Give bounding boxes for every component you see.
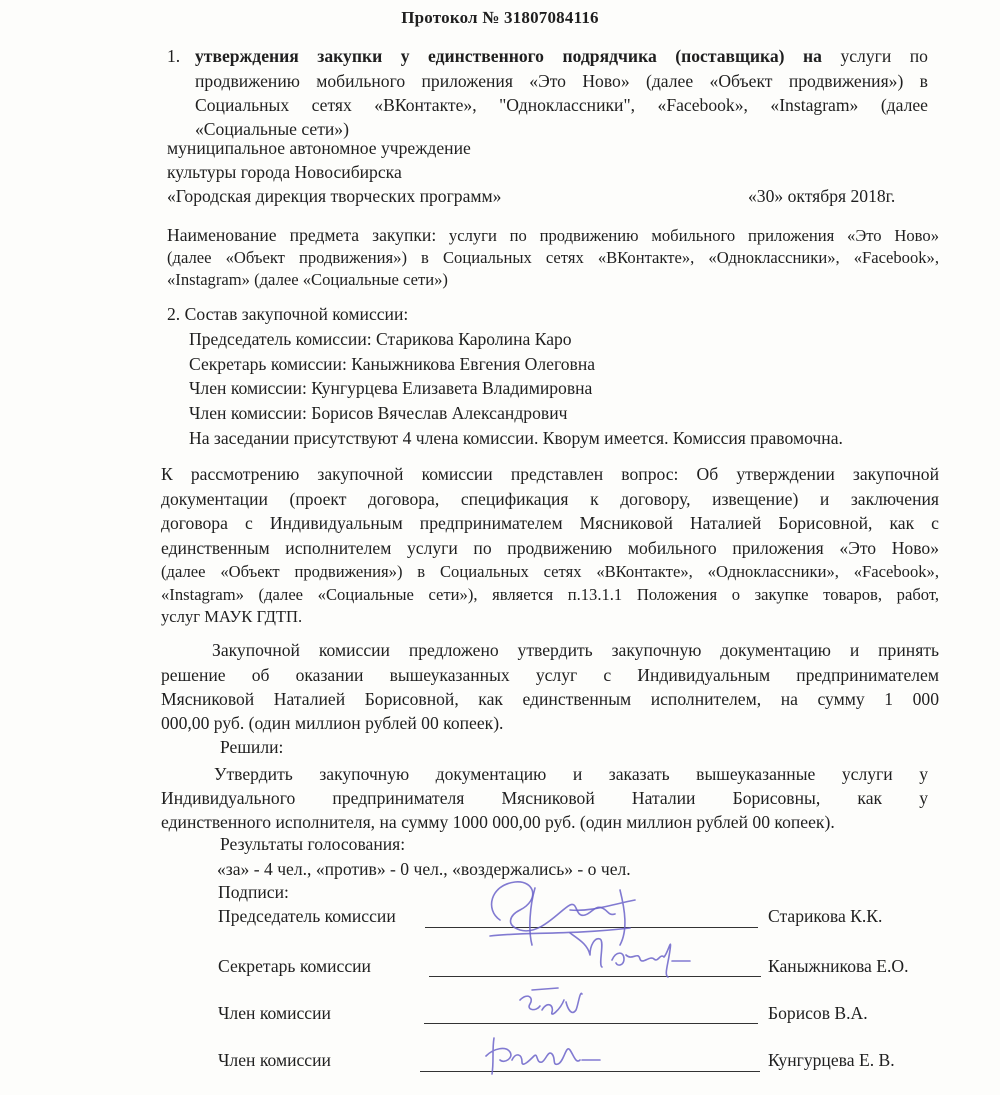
org-line3: «Городская дирекция творческих программ» (167, 186, 502, 206)
org-line2: культуры города Новосибирска (167, 162, 402, 182)
signature-role-secretary: Секретарь комиссии (218, 956, 371, 976)
voting-result: «за» - 4 чел., «против» - 0 чел., «воздержались» - о чел. (217, 859, 631, 879)
signature-name-chair: Старикова К.К. (768, 906, 883, 926)
item1-number: 1. (167, 46, 181, 66)
handwritten-signature-secretary (560, 925, 710, 985)
item2-heading: 2. Состав закупочной комиссии: (167, 304, 409, 324)
protocol-date: «30» октября 2018г. (748, 186, 896, 206)
handwritten-signature-member-1 (510, 980, 610, 1030)
subject-line1-rest: услуги по продвижению мобильного приложения «Это Ново» (448, 226, 939, 245)
item1-bold-text: утверждения закупки у единственного подрядчика (поставщика) на (195, 46, 822, 66)
decision-last-line: единственного исполнителя, на сумму 1000 000,00 руб. (один миллион рублей 00 копеек). (161, 812, 835, 832)
proposal-line-2: решение об оказании вышеуказанных услуг с Индивидуальным предпринимателем (161, 665, 939, 685)
question-line-4: единственным исполнителем услуги по продвижению мобильного приложения «Это Ново» (161, 538, 939, 558)
handwritten-signature-member-2 (480, 1030, 620, 1085)
voting-label: Результаты голосования: (220, 834, 406, 854)
question-line-3: договора с Индивидуальным предпринимателем Мясниковой Наталией Борисовной, как с (161, 513, 939, 533)
item1-line1 (195, 46, 928, 67)
proposal-line-3: Мясниковой Наталией Борисовной, как единственным исполнителем, на сумму 1 000 (161, 689, 939, 709)
signature-role-chair: Председатель комиссии (218, 906, 396, 926)
member-secretary: Секретарь комиссии: Каныжникова Евгения Олеговна (189, 354, 596, 374)
subject-label: Наименование предмета закупки: (167, 225, 437, 245)
item1-line4: «Социальные сети») (195, 119, 349, 139)
signature-role-member-2: Член комиссии (218, 1050, 331, 1070)
quorum-text: На заседании присутствуют 4 члена комиссии. Кворум имеется. Комиссия правомочна. (189, 428, 843, 448)
subject-line1 (167, 225, 939, 246)
question-line-5: (далее «Объект продвижения») в Социальных сетях «ВКонтакте», «Одноклассники», «Facebook», (161, 562, 939, 581)
question-last-line: услуг МАУК ГДТП. (161, 607, 303, 626)
member-3: Член комиссии: Кунгурцева Елизавета Владимировна (189, 378, 593, 398)
decision-label: Решили: (220, 737, 284, 757)
signature-name-member-2: Кунгурцева Е. В. (768, 1050, 895, 1070)
subject-line2: (далее «Объект продвижения») в Социальных сетях «ВКонтакте», «Одноклассники», «Facebook», (167, 248, 939, 267)
proposal-line-1: Закупочной комиссии предложено утвердить закупочную документацию и принять (212, 640, 939, 660)
signature-name-secretary: Каныжникова Е.О. (768, 956, 909, 976)
member-4: Член комиссии: Борисов Вячеслав Александрович (189, 403, 568, 423)
question-line-2: документации (проект договора, спецификация к договору, извещение) и заключения (161, 489, 939, 509)
decision-line-1: Утвердить закупочную документацию и заказать вышеуказанные услуги у (214, 764, 928, 784)
decision-line-2: Индивидуального предпринимателя Мясниковой Наталии Борисовны, как у (161, 788, 928, 808)
item1-line1-rest: услуги по (840, 46, 928, 66)
org-line1: муниципальное автономное учреждение (167, 138, 471, 158)
question-line-6: «Instagram» (далее «Социальные сети»), является п.13.1.1 Положения о закупке товаров, работ, (161, 585, 939, 604)
subject-line3: «Instagram» (далее «Социальные сети») (167, 270, 448, 289)
item1-line3: Социальных сетях «ВКонтакте», "Одноклассники", «Facebook», «Instagram» (далее (195, 95, 928, 115)
signatures-label: Подписи: (218, 882, 289, 902)
question-line-1: К рассмотрению закупочной комиссии представлен вопрос: Об утверждении закупочной (161, 464, 939, 484)
signature-role-member-1: Член комиссии (218, 1003, 331, 1023)
page-title: Протокол № 31807084116 (401, 8, 599, 27)
item1-line2: продвижению мобильного приложения «Это Ново» (далее «Объект продвижения») в (195, 71, 928, 91)
proposal-last-line: 000,00 руб. (один миллион рублей 00 копеек). (161, 713, 504, 733)
signature-name-member-1: Борисов В.А. (768, 1003, 868, 1023)
member-chair: Председатель комиссии: Старикова Каролина Каро (189, 329, 572, 349)
